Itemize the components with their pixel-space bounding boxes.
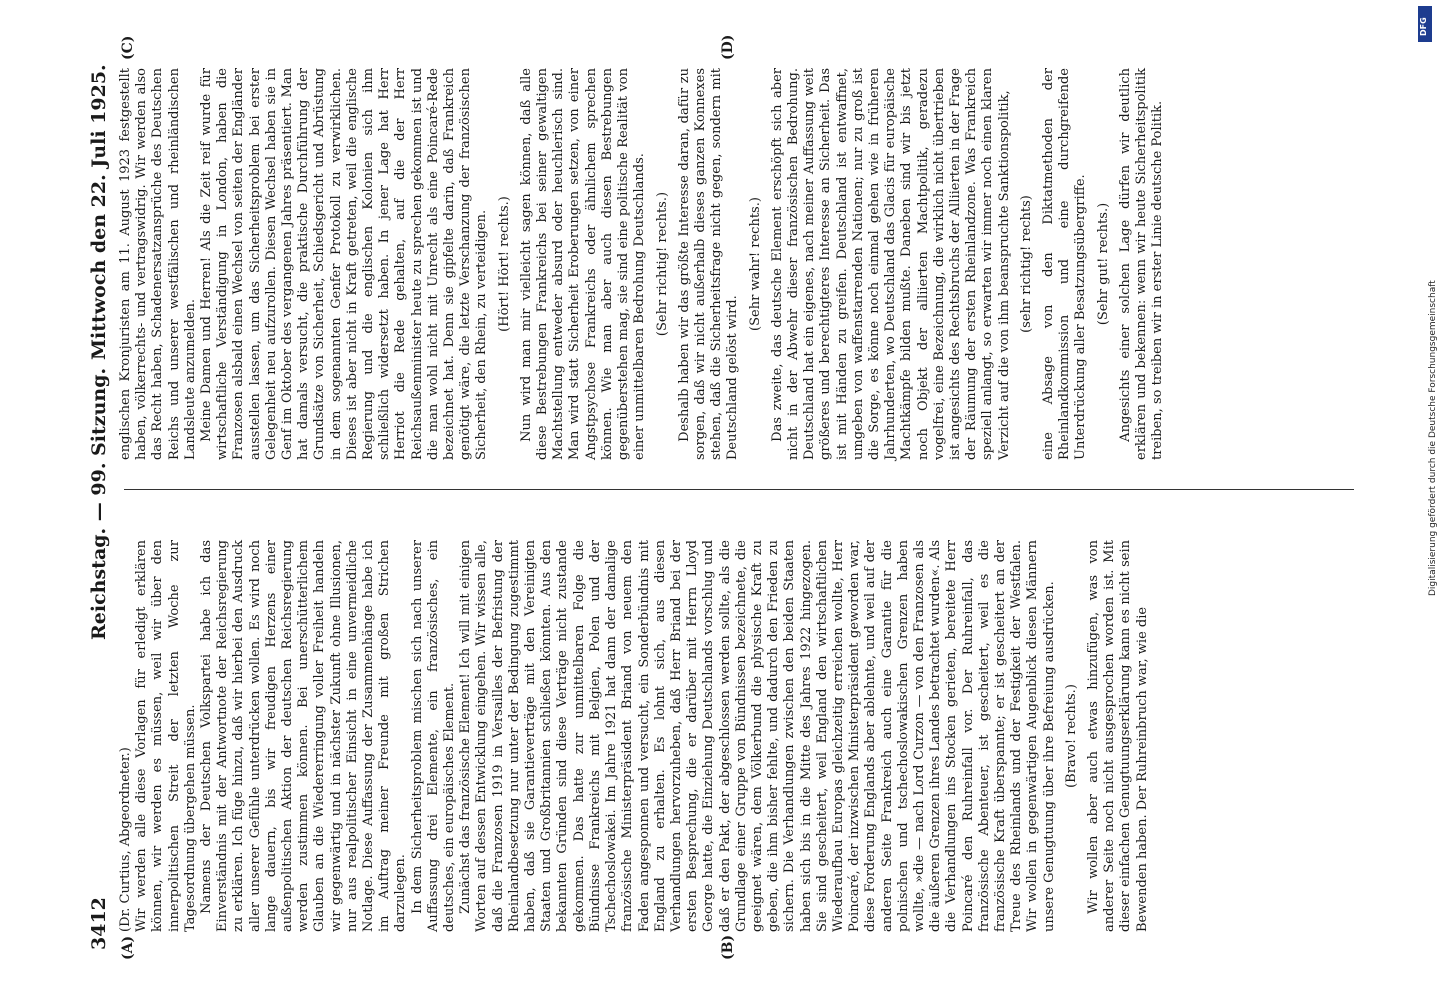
paragraph: In dem Sicherheitsproblem mischen sich nach unserer Auffassung drei Elemente, ein französisches, ein deutsches, ein europäisches Element. [409,540,458,932]
digitization-credit [1426,6,1440,986]
interjection: (Sehr richtig! rechts.) [654,191,670,337]
session-title: Reichstag. — 99. Sitzung. [88,367,110,640]
interjection: (Sehr wahr! rechts.) [747,197,763,331]
dfg-logo-icon: DFG [1418,6,1432,42]
margin-mark-d: (D) [720,34,736,60]
interjection: (Sehr gut! rechts.) [1095,202,1111,326]
credit-text: Digitalisierung gefördert durch die Deutsche Forschungsgemeinschaft [1428,280,1438,596]
paragraph: Zunächst das französische Element! Ich will mit einigen Worten auf dessen Entwicklung eingehen. Wir wissen alle, daß die Franzosen 1919 in Versailles der Befristung der Rheinlandbesetzung nur unter der Bedingung zugestimmt haben, daß sie Garantieverträge mit den Vereinigten Staaten und Großbritannien schließen könnten. Aus den bekannten Gründen sind diese Verträge nicht zustande gekommen. Das hatte zur unmittelbaren Folge die Bündnisse Frankreichs mit Belgien, Polen und der Tschechoslowakei. Im Jahre 1921 hat dann der damalige französische Ministerpräsident Briand von neuem den Faden angesponnen und versucht, ein Sonderbündnis mit England zu erhalten. Es lohnt sich, aus diesen Verhandlungen hervorzuheben, daß Herr Briand bei der ersten Besprechung, die er darüber mit Herrn Lloyd George hatte, die Einziehung Deutschlands vorschlug und daß er den Pakt, der abgeschlossen werden sollte, als die Grundlage einer Gruppe von Bündnissen bezeichnete, die geeignet wären, dem Völkerbund die physische Kraft zu geben, die ihm bisher fehlte, und dadurch den Frieden zu sichern. Die Verhandlungen zwischen den beiden Staaten haben sich bis in die Mitte des Jahres 1922 hingezogen. Sie sind gescheitert, weil England den wirtschaftlichen Wiederaufbau Europas gleichzeitig erreichen wollte, Herr Poincaré, der inzwischen Ministerpräsident geworden war, diese Forderung Englands aber ablehnte, und weil auf der anderen Seite Frankreich auch eine Garantie für die polnischen und tschechoslowakischen Grenzen haben wollte, »die — nach Lord Curzon — von den Franzosen als die äußeren Grenzen ihres Landes betrachtet wurden«. Als die Verhandlungen ins Stocken gerieten, bereitete Herr Poincaré den Ruhreinfall vor. Der Ruhreinfall, das französische Abenteuer, ist gescheitert, weil es die französische Kraft überspannte; er ist gescheitert an der Treue des Rheinlands und der Festigkeit der Westfalen. Wir wollen in gegenwärtigen Augenblick diesen Männern unsere Genugtuung über ihre Befreiung ausdrücken. [458,540,1057,932]
rotated-page-content [80,34,1380,960]
margin-mark-b: (B) [720,934,736,960]
session-date: Mittwoch den 22. Juli 1925. [88,64,110,360]
paragraph: Namens der Deutschen Volkspartei habe ich das Einverständnis mit der Antwortnote der Reichsregierung zu erklären. Ich füge hinzu, daß wir hierbei den Ausdruck aller unserer Gefühle unterdrücken wollen. Es wird noch lange dauern, bis wir freudigen Herzens einer außenpolitischen Aktion der deutschen Reichsregierung werden zustimmen können. Bei unerschütterlichem Glauben an die Wiedererringung voller Freiheit handeln wir gegenwärtig und in nächster Zukunft ohne Illusionen, nur aus realpolitischer Einsicht in eine unvermeidliche Notlage. Diese Auffassung der Zusammenhänge habe ich im Auftrag meiner Freunde mit großen Strichen darzulegen. [199,540,409,932]
interjection: (sehr richtig! rechts) [1018,195,1034,333]
interjection: (Bravo! rechts.) [1063,684,1079,788]
paragraph: englischen Kronjuristen am 11. August 1923 festgestellt haben, völkerrechts- und vertragswidrig. Wir werden also das Recht haben, Schadenersatzansprüche des Deutschen Reichs und unserer westfälischen und rheinländischen Landsleute anzumelden. [118,68,198,460]
paragraph: Das zweite, das deutsche Element erschöpft sich aber nicht in der Abwehr dieser französischen Bedrohung. Deutschland hat ein eigenes, nach meiner Auffassung weit größeres und berechtigteres Interesse an Sicherheit. Das ist mit Händen zu greifen. Deutschland ist entwaffnet, umgeben von waffenstarrenden Nationen; nur zu groß ist die Sorge, es könne noch einmal gehen wie in früheren Jahrhunderten, wo Deutschland das Glacis für europäische Machtkämpfe bilden mußte. Daneben sind wir bis jetzt noch Objekt der alliierten Machtpolitik, geradezu vogelfrei, eine Bezeichnung, die wirklich nicht übertrieben ist angesichts des Rechtsbruchs der Alliierten in der Frage der Räumung der ersten Rheinlandzone. Was Frankreich speziell anlangt, so erwarten wir immer noch einen klaren Verzicht auf die von ihm beanspruchte Sanktionspolitik, [769,68,1012,460]
paragraph: Meine Damen und Herren! Als die Zeit reif wurde für wirtschaftliche Verständigung in London, haben die Franzosen alsbald einen Wechsel von seiten der Engländer ausstellen lassen, um das Sicherheitsproblem bei erster Gelegenheit neu aufzurollen. Diesen Wechsel haben sie in Genf im Oktober des vergangenen Jahres präsentiert. Man hat damals versucht, die praktische Durchführung der Grundsätze von Sicherheit, Schiedsgericht und Abrüstung in dem sogenannten Genfer Protokoll zu verwirklichen. Dieses ist aber nicht in Kraft getreten, weil die englische Regierung und die englischen Kolonien sich ihm schließlich widersetzt haben. In jener Lage hat Herr Herriot die Rede gehalten, auf die der Herr Reichsaußenminister heute zu sprechen gekommen ist und die man wohl nicht mit Unrecht als eine Poincaré-Rede bezeichnet hat. Denn sie gipfelte darin, daß Frankreich genötigt wäre, die letzte Verschanzung der französischen Sicherheit, den Rhein, zu verteidigen. [199,68,490,460]
page-header [88,40,114,960]
paragraph: Angesichts einer solchen Lage dürfen wir deutlich erklären und bekennen: wenn wir heute Sicherheitspolitik treiben, so treiben wir in erster Linie deutsche Politik. [1117,68,1166,460]
left-column [118,540,1151,932]
paragraph: Deshalb haben wir das größte Interesse daran, dafür zu sorgen, daß wir nicht außerhalb dieses ganzen Konnexes stehen, daß die Sicherheitsfrage nicht gegen, sondern mit Deutschland gelöst wird. [676,68,741,460]
paragraph: eine Absage von den Diktatmethoden der Rheinlandkommission und eine durchgreifende Unterdrückung aller Besatzungsübergriffe. [1040,68,1089,460]
page-number: 3412 [88,897,110,950]
paragraph: Nun wird man mir vielleicht sagen können, daß alle diese Bestrebungen Frankreichs bei seiner gewaltigen Machtstellung entweder absurd oder heuchlerisch sind. Man wird statt Sicherheit Eroberungen setzen, von einer Angstpsychose Frankreichs oder ähnlichem sprechen können. Wie man aber auch diesen Bestrebungen gegenüberstehen mag, sie sind eine politische Realität von einer unmittelbaren Bedrohung Deutschlands. [518,68,648,460]
paragraph: Wir wollen aber auch etwas hinzufügen, was von anderer Seite noch nicht ausgesprochen worden ist. Mit dieser einfachen Genugtuungserklärung kann es nicht sein Bewenden haben. Der Ruhreinbruch war, wie die [1085,540,1150,932]
right-column [118,68,1166,460]
margin-mark-a: (A) [120,935,136,960]
speaker-line: (Dr. Curtius, Abgeordneter.) [118,747,133,932]
paragraph: Wir werden alle diese Vorlagen für erledigt erklären können, wir werden es müssen, weil wir über den innerpolitischen Streit der letzten Woche zur Tagesordnung übergehen müssen. [134,540,198,932]
margin-mark-c: (C) [120,35,136,60]
column-divider [124,489,1354,490]
interjection: (Hört! Hört! rechts.) [496,196,512,332]
